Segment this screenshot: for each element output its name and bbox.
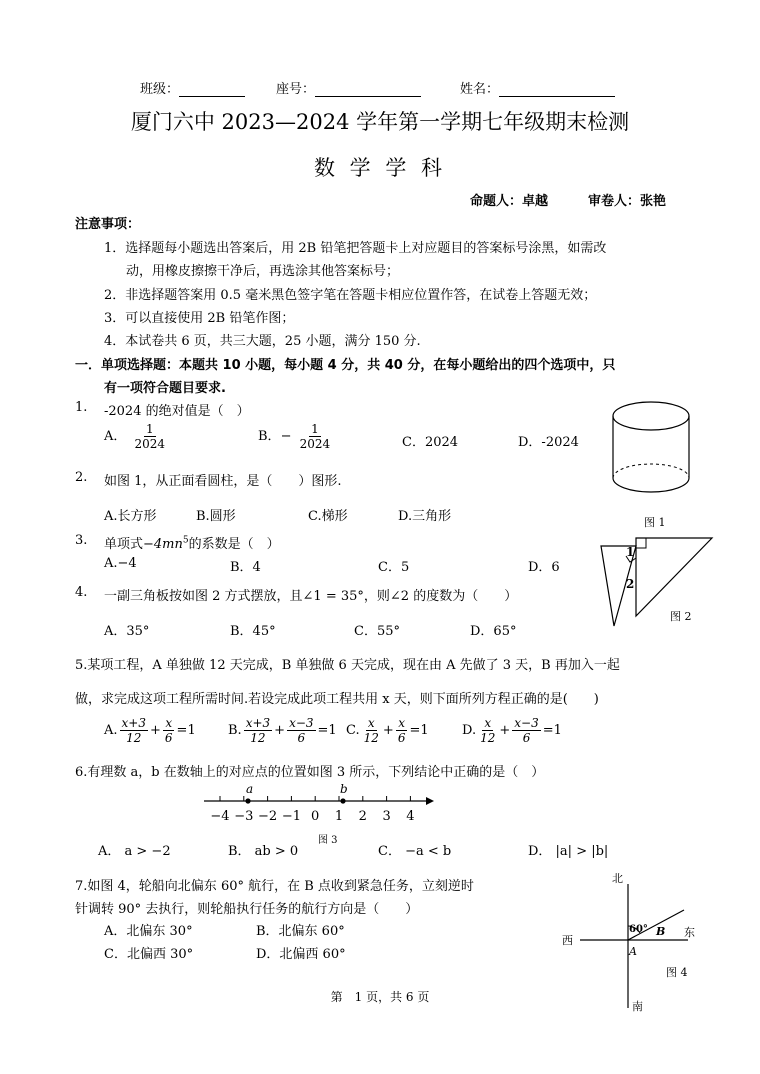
q4-option-a: A．35° xyxy=(104,624,150,639)
q7-option-b: B．北偏东 60° xyxy=(256,924,345,939)
q7-option-a: A．北偏东 30° xyxy=(104,924,193,939)
exam-title: 厦门六中 2023—2024 学年第一学期七年级期末检测 xyxy=(130,110,630,134)
figure-2-triangles xyxy=(596,532,716,628)
label-b: b xyxy=(340,782,348,796)
fraction: $\frac{x}{6}$ xyxy=(397,716,406,745)
option-label: C. xyxy=(346,723,360,738)
label-a: a xyxy=(246,782,254,796)
notice-item: 动，用橡皮擦擦干净后，再选涂其他答案标号； xyxy=(126,264,400,279)
angle-2-label: 2 xyxy=(626,577,635,591)
q3-option-a: A.−4 xyxy=(104,556,137,571)
q3-option-b: B．4 xyxy=(230,560,261,575)
seat-field xyxy=(276,78,421,97)
class-field xyxy=(140,78,245,97)
fraction: $\frac{x}{6}$ xyxy=(164,716,173,745)
q6-option-b: B． ab > 0 xyxy=(228,844,299,859)
q5-stem: 5.某项工程，A 单独做 12 天完成，B 单独做 6 天完成，现在由 A 先做了 3 天，B 再加入一起 xyxy=(75,658,620,673)
tick-label: 1 xyxy=(334,809,344,824)
notice-item: 1．选择题每小题选出答案后，用 2B 铅笔把答题卡上对应题目的答案标号涂黑，如需改 xyxy=(104,241,607,256)
class-label: 班级： xyxy=(140,82,180,97)
fraction: $\frac{1}{2024}$ xyxy=(134,422,166,451)
tick-label: −3 xyxy=(234,809,254,824)
tick-label: 4 xyxy=(406,809,415,824)
q1-option-d: D．-2024 xyxy=(518,435,579,450)
seat-label: 座号： xyxy=(276,82,316,97)
class-blank xyxy=(179,82,245,97)
stem-text: 单项式 xyxy=(104,537,144,552)
sign: − xyxy=(280,429,292,444)
q6-option-d: D． |a| > |b| xyxy=(528,844,609,859)
tick-label: −1 xyxy=(281,809,301,824)
q5-option-d: D. $\frac{x}{12}$ + $\frac{x-3}{6}$ =1 xyxy=(462,716,562,745)
tick-label: 3 xyxy=(382,809,391,824)
fraction: $\frac{x}{12}$ xyxy=(363,716,379,745)
point-a-label: A xyxy=(629,945,637,958)
notice-item: 3．可以直接使用 2B 铅笔作图； xyxy=(104,311,295,326)
q3-stem xyxy=(104,533,280,552)
option-label: D. xyxy=(462,723,477,738)
exponent: 5 xyxy=(182,535,189,546)
west-label: 西 xyxy=(562,934,573,947)
fraction: $\frac{1}{2024}$ xyxy=(299,422,331,451)
stem-text: 的系数是（ ） xyxy=(188,537,280,552)
q4-stem: 一副三角板按如图 2 方式摆放，且∠1 = 35°，则∠2 的度数为（ ） xyxy=(104,589,518,604)
tick-label: −2 xyxy=(258,809,278,824)
q1-number: 1. xyxy=(75,400,88,415)
fraction: $\frac{x+3}{12}$ xyxy=(121,716,146,745)
q3-option-d: D．6 xyxy=(528,560,560,575)
option-label: A. xyxy=(104,723,118,738)
q7-option-d: D．北偏西 60° xyxy=(256,947,346,962)
point-b xyxy=(340,798,345,803)
east-label: 东 xyxy=(684,926,695,939)
setter: 命题人：卓越 xyxy=(470,194,549,209)
expression: −4mn xyxy=(143,537,183,552)
notice-item: 4．本试卷共 6 页，共三大题，25 小题，满分 150 分. xyxy=(104,334,421,349)
q7-option-c: C．北偏西 30° xyxy=(104,947,194,962)
q2-option-a: A.长方形 xyxy=(104,509,157,524)
section-heading: 一．单项选择题：本题共 10 小题，每小题 4 分，共 40 分，在每小题给出的四个选项中，只 xyxy=(75,358,616,373)
name-blank xyxy=(499,82,615,97)
fraction: $\frac{x}{12}$ xyxy=(480,716,496,745)
point-a xyxy=(245,798,250,803)
q5-option-b: B. $\frac{x+3}{12}$ + $\frac{x-3}{6}$ =1 xyxy=(228,716,337,745)
tick-label: −4 xyxy=(210,809,230,824)
figure-4-caption: 图 4 xyxy=(666,966,688,979)
reviewer: 审卷人：张艳 xyxy=(588,194,667,209)
fraction: $\frac{x+3}{12}$ xyxy=(245,716,271,745)
q4-option-b: B．45° xyxy=(230,624,276,639)
south-label: 南 xyxy=(632,1000,643,1013)
q6-stem: 6.有理数 a，b 在数轴上的对应点的位置如图 3 所示，下列结论中正确的是（ ） xyxy=(75,765,545,780)
q4-number: 4. xyxy=(75,585,88,600)
q7-stem: 7.如图 4，轮船向北偏东 60° 航行，在 B 点收到紧急任务，立刻逆时 xyxy=(75,879,474,894)
q6-option-a: A． a > −2 xyxy=(98,844,171,859)
fraction: $\frac{x-3}{6}$ xyxy=(514,716,539,745)
name-field xyxy=(460,78,615,97)
section-heading-cont: 有一项符合题目要求. xyxy=(104,381,226,396)
subject-title: 数 学 学 科 xyxy=(313,156,447,180)
q5-stem-cont: 做，求完成这项工程所需时间.若设完成此项工程共用 x 天，则下面所列方程正确的是( ) xyxy=(75,692,599,707)
fraction: $\frac{x-3}{6}$ xyxy=(289,716,314,745)
q2-option-d: D.三角形 xyxy=(398,509,452,524)
option-label: B． xyxy=(258,429,281,444)
seat-blank xyxy=(315,82,421,97)
q3-number: 3. xyxy=(75,533,88,548)
page-footer: 第 1 页，共 6 页 xyxy=(330,990,430,1004)
q2-option-b: B.圆形 xyxy=(196,509,236,524)
angle-1-label: 1 xyxy=(626,545,635,559)
q1-option-c: C．2024 xyxy=(402,435,459,450)
q7-stem-cont: 针调转 90° 去执行，则轮船执行任务的航行方向是（ ） xyxy=(75,902,419,917)
option-label: A． xyxy=(104,429,127,444)
q2-option-c: C.梯形 xyxy=(308,509,348,524)
notice-item: 2．非选择题答案用 0.5 毫米黑色签字笔在答题卡相应位置作答，在试卷上答题无效； xyxy=(104,288,597,303)
q1-option-b xyxy=(258,422,334,451)
q2-stem: 如图 1，从正面看圆柱，是（ ）图形. xyxy=(104,474,342,489)
north-label: 北 xyxy=(612,872,623,885)
q1-option-a xyxy=(104,422,169,451)
q2-number: 2. xyxy=(75,470,88,485)
figure-2-caption: 图 2 xyxy=(670,610,692,623)
tick-label: 2 xyxy=(358,809,367,824)
q4-option-c: C．55° xyxy=(354,624,400,639)
q1-stem: -2024 的绝对值是（ ） xyxy=(104,404,250,419)
q5-option-c: C. $\frac{x}{12}$ + $\frac{x}{6}$ =1 xyxy=(346,716,429,745)
q6-option-c: C． −a < b xyxy=(378,844,452,859)
tick-label: 0 xyxy=(311,809,320,824)
angle-label: 60° xyxy=(629,924,648,935)
notice-heading: 注意事项： xyxy=(75,217,141,232)
figure-1-cylinder xyxy=(606,396,696,531)
figure-3-caption: 图 3 xyxy=(318,835,338,846)
name-label: 姓名： xyxy=(460,82,500,97)
q5-option-a: A. $\frac{x+3}{12}$ + $\frac{x}{6}$ =1 xyxy=(104,716,196,745)
figure-1-caption: 图 1 xyxy=(644,516,666,529)
option-label: B. xyxy=(228,723,242,738)
q3-option-c: C．5 xyxy=(378,560,410,575)
q4-option-d: D．65° xyxy=(470,624,517,639)
point-b-label: B xyxy=(656,925,666,938)
